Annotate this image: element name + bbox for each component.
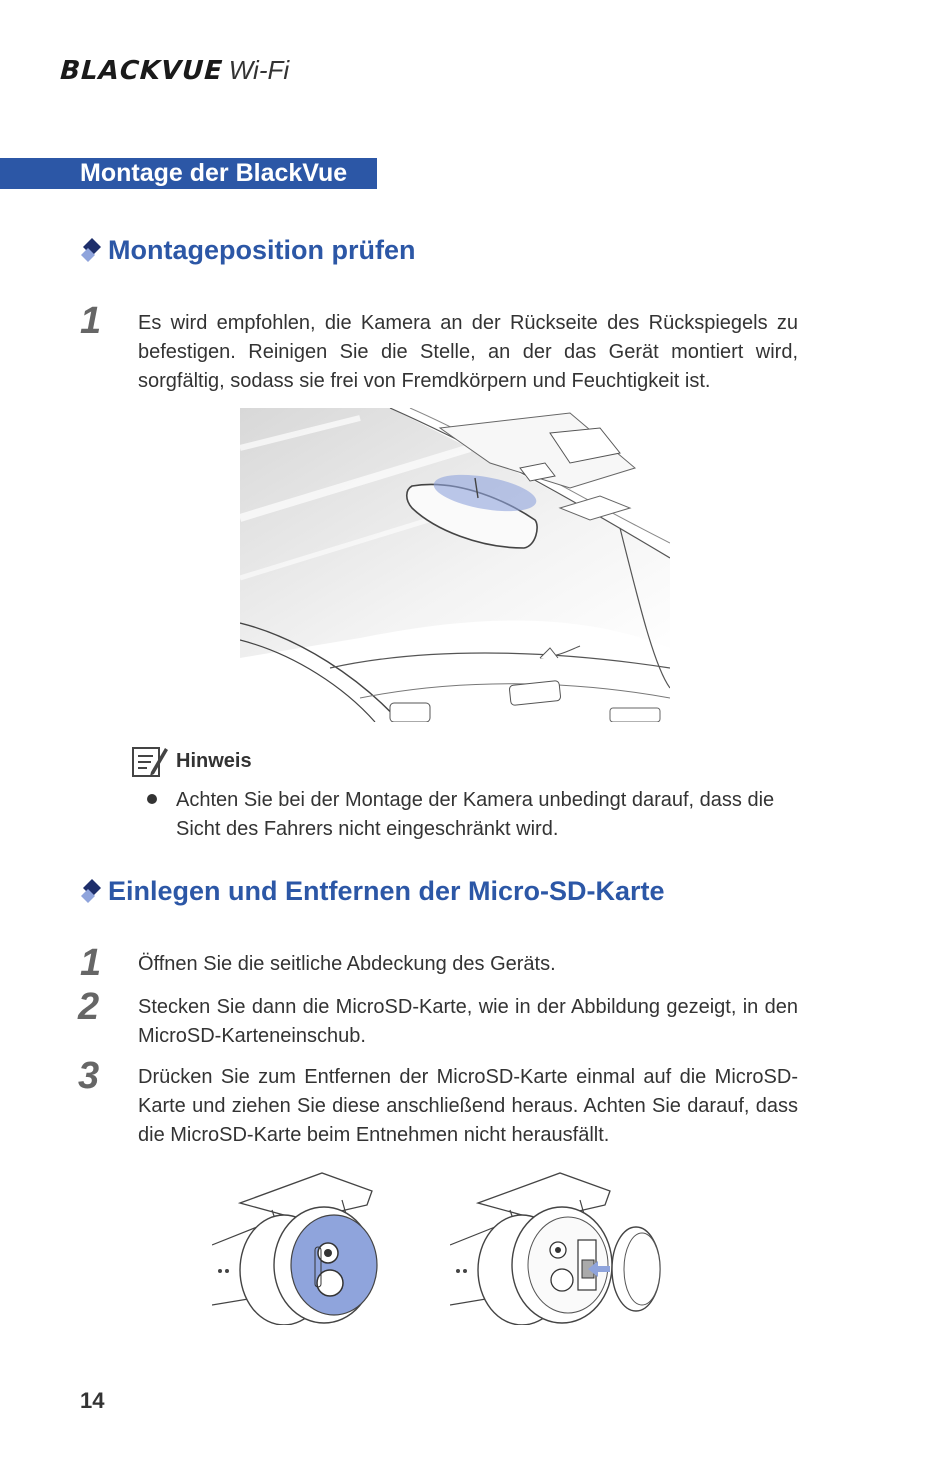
step-number: 3 bbox=[78, 1055, 100, 1097]
step-text: Es wird empfohlen, die Kamera an der Rückseite des Rückspiegels zu befestigen. Reinigen Sie die Stelle, an der das Gerät montiert wird, sorgfältig, sodass sie frei von Fremdkörpern und Feuchtigkeit ist. bbox=[138, 312, 798, 392]
heading-mounting-position bbox=[80, 235, 415, 266]
step-text: Stecken Sie dann die MicroSD-Karte, wie in der Abbildung gezeigt, in den MicroSD-Karteneinschub. bbox=[138, 996, 798, 1047]
diamond-bullet-icon bbox=[80, 236, 102, 266]
camera-cover-open-illustration bbox=[450, 1165, 670, 1325]
step-text: Öffnen Sie die seitliche Abdeckung des Geräts. bbox=[138, 953, 556, 975]
heading-microsd bbox=[80, 876, 665, 907]
car-interior-illustration bbox=[240, 408, 670, 722]
heading-text: Einlegen und Entfernen der Micro-SD-Karte bbox=[108, 876, 665, 906]
camera-cover-closed-illustration bbox=[212, 1165, 392, 1325]
diamond-bullet-icon bbox=[80, 877, 102, 907]
step-text: Drücken Sie zum Entfernen der MicroSD-Karte einmal auf die MicroSD-Karte und ziehen Sie diese anschließend heraus. Achten Sie darauf, dass die MicroSD-Karte beim Entnehmen nicht herausfällt. bbox=[138, 1066, 798, 1146]
bullet-dot bbox=[147, 794, 157, 804]
brand-name: BLACKVUE bbox=[56, 56, 227, 86]
brand-logo bbox=[56, 55, 290, 87]
note-text: Achten Sie bei der Montage der Kamera unbedingt darauf, dass die Sicht des Fahrers nicht eingeschränkt wird. bbox=[176, 789, 775, 840]
brand-suffix: Wi-Fi bbox=[228, 55, 290, 85]
heading-text: Montageposition prüfen bbox=[108, 235, 416, 265]
note-title: Hinweis bbox=[176, 750, 252, 772]
note-pencil-icon bbox=[131, 744, 169, 780]
section-title: Montage der BlackVue bbox=[80, 159, 348, 187]
step-number: 1 bbox=[80, 300, 102, 342]
page-number: 14 bbox=[80, 1388, 105, 1413]
step-number: 2 bbox=[78, 986, 100, 1028]
step-number: 1 bbox=[80, 942, 102, 984]
